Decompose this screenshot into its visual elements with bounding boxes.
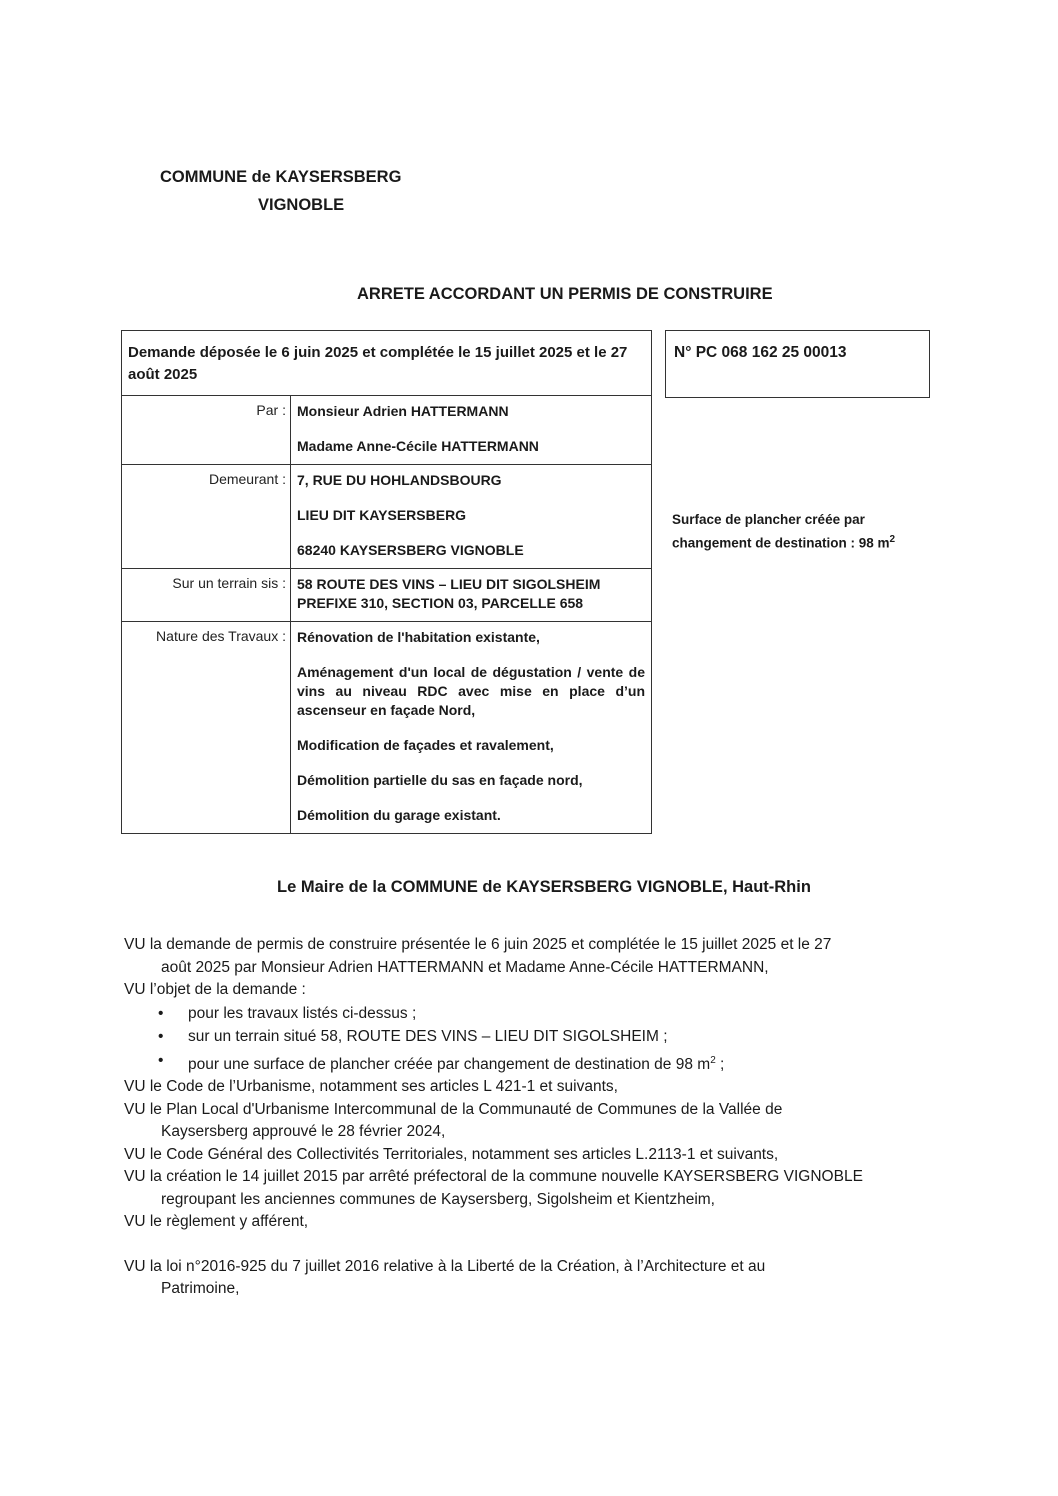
table-row-applicants xyxy=(122,396,652,465)
commune-name-line2: VIGNOBLE xyxy=(258,196,345,214)
vu-cgct: VU le Code Général des Collectivités Territoriales, notamment ses articles L.2113-1 et suivants, xyxy=(124,1145,779,1163)
vu-creation-line2: regroupant les anciennes communes de Kaysersberg, Sigolsheim et Kientzheim, xyxy=(161,1190,715,1208)
residence-label: Demeurant : xyxy=(122,465,291,569)
table-row-works xyxy=(122,622,652,834)
object-list xyxy=(124,1002,930,1077)
vu-loi xyxy=(124,1256,930,1301)
surface-note xyxy=(672,510,895,554)
applicant-2: Madame Anne-Cécile HATTERMANN xyxy=(297,438,539,454)
works-label: Nature des Travaux : xyxy=(122,622,291,834)
vu-loi-line1: VU la loi n°2016-925 du 7 juillet 2016 relative à la Liberté de la Création, à l’Architecture et au xyxy=(124,1257,766,1275)
maire-heading: Le Maire de la COMMUNE de KAYSERSBERG VIGNOBLE, Haut-Rhin xyxy=(277,878,811,896)
vu-plu-line2: Kaysersberg approuvé le 28 février 2024, xyxy=(161,1123,446,1141)
applicant-1: Monsieur Adrien HATTERMANN xyxy=(297,403,509,419)
request-dates: Demande déposée le 6 juin 2025 et complétée le 15 juillet 2025 et le 27 août 2025 xyxy=(122,331,652,396)
object-item: • pour les travaux listés ci-dessus ; xyxy=(124,1002,930,1026)
works-item: Démolition partielle du sas en façade nord, xyxy=(297,772,583,788)
vu-loi-line2: Patrimoine, xyxy=(161,1280,240,1298)
request-table-header-row xyxy=(122,331,652,396)
surface-line1: Surface de plancher créée par xyxy=(672,512,865,527)
vu-plu-line1: VU le Plan Local d'Urbanisme Intercommunal de la Communauté de Communes de la Vallée de xyxy=(124,1100,783,1118)
object-item-exponent: 2 xyxy=(710,1054,716,1066)
object-item: • sur un terrain situé 58, ROUTE DES VINS – LIEU DIT SIGOLSHEIM ; xyxy=(124,1025,930,1049)
works-value xyxy=(291,622,652,834)
vu-request xyxy=(124,934,930,979)
table-row-land xyxy=(122,569,652,622)
residence-street: 7, RUE DU HOHLANDSBOURG xyxy=(297,472,502,488)
works-item: Rénovation de l'habitation existante, xyxy=(297,629,540,645)
applicants-label: Par : xyxy=(122,396,291,465)
works-item: Démolition du garage existant. xyxy=(297,807,501,823)
object-item-text: pour une surface de plancher créée par changement de destination de 98 m xyxy=(188,1055,711,1073)
vu-code-urbanisme: VU le Code de l’Urbanisme, notamment ses articles L 421-1 et suivants, xyxy=(124,1078,618,1096)
land-value xyxy=(291,569,652,622)
land-label: Sur un terrain sis : xyxy=(122,569,291,622)
object-item-end: ; xyxy=(715,1055,725,1073)
object-item xyxy=(124,1049,930,1077)
commune-name-line1: COMMUNE de KAYSERSBERG xyxy=(160,168,402,186)
permit-number: N° PC 068 162 25 00013 xyxy=(665,330,930,398)
commune-name xyxy=(160,163,401,219)
vu-reglement: VU le règlement y afférent, xyxy=(124,1213,309,1231)
vu-plu xyxy=(124,1099,930,1144)
table-row-residence xyxy=(122,465,652,569)
surface-value: changement de destination : 98 m xyxy=(672,535,890,551)
surface-line2 xyxy=(672,530,895,554)
residence-locality: LIEU DIT KAYSERSBERG xyxy=(297,507,467,523)
vu-request-line1: VU la demande de permis de construire présentée le 6 juin 2025 et complétée le 15 juillet 2025 et le 27 xyxy=(124,936,832,953)
works-item: Aménagement d'un local de dégustation / vente de vins au niveau RDC avec mise en place d’un ascenseur en façade Nord, xyxy=(297,664,645,718)
applicants-value xyxy=(291,396,652,465)
document-title: ARRETE ACCORDANT UN PERMIS DE CONSTRUIRE xyxy=(357,285,773,303)
vu-request-line2: août 2025 par Monsieur Adrien HATTERMANN et Madame Anne-Cécile HATTERMANN, xyxy=(161,958,769,976)
considerations xyxy=(124,934,930,1301)
vu-creation xyxy=(124,1166,930,1211)
request-table xyxy=(121,330,652,834)
surface-unit-exponent: 2 xyxy=(889,534,896,545)
residence-city: 68240 KAYSERSBERG VIGNOBLE xyxy=(297,542,524,558)
land-parcel: PREFIXE 310, SECTION 03, PARCELLE 658 xyxy=(297,595,584,611)
works-item: Modification de façades et ravalement, xyxy=(297,737,554,753)
vu-object: VU l’objet de la demande : xyxy=(124,981,306,998)
land-address: 58 ROUTE DES VINS – LIEU DIT SIGOLSHEIM xyxy=(297,576,601,592)
residence-value xyxy=(291,465,652,569)
vu-creation-line1: VU la création le 14 juillet 2015 par arrêté préfectoral de la commune nouvelle KAYSERSBERG VIGNOBLE xyxy=(124,1168,863,1186)
